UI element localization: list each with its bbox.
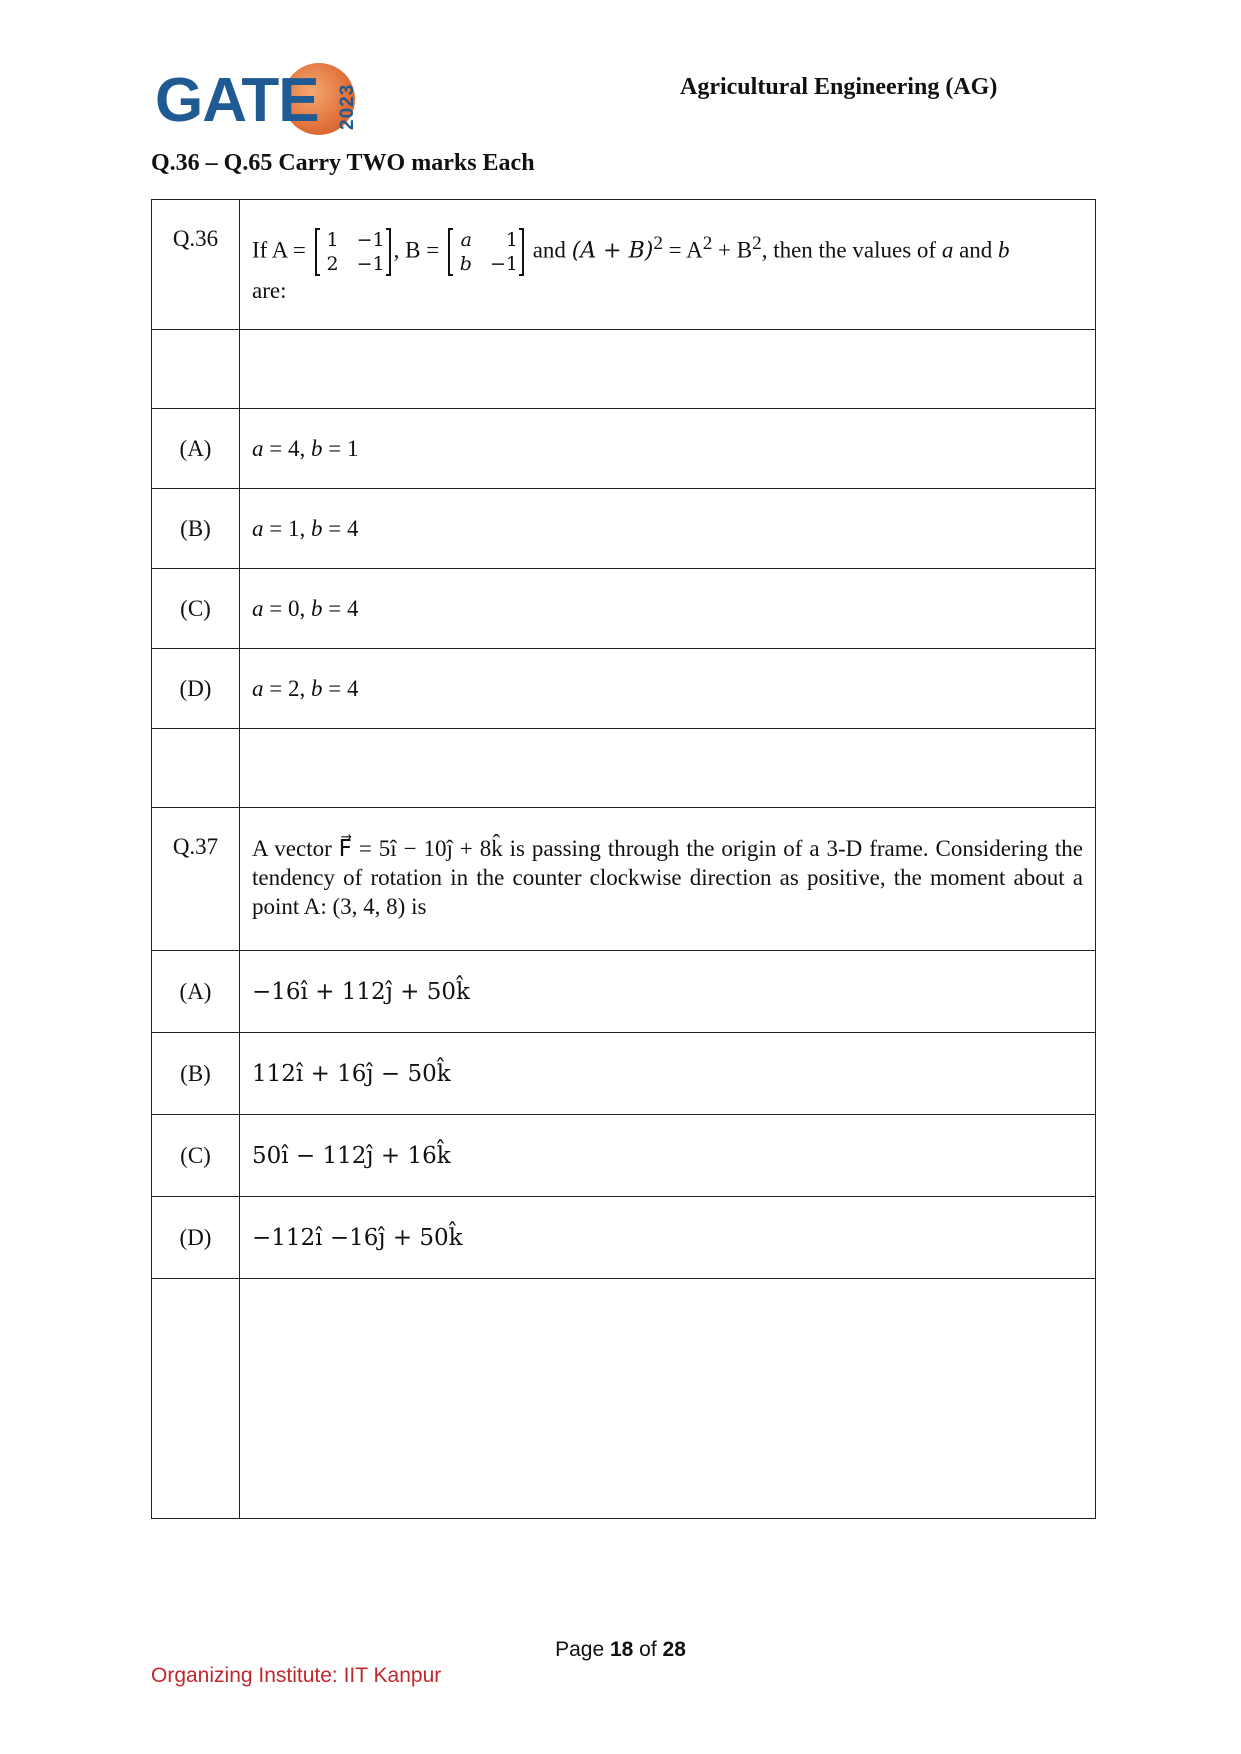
section-heading: Q.36 – Q.65 Carry TWO marks Each <box>151 150 535 176</box>
logo-year: 2023 <box>337 83 358 130</box>
q37-option-b[interactable]: (B) 112î + 16ĵ − 50k̂ <box>152 1033 1096 1115</box>
spacer-row <box>152 330 1096 409</box>
q37-option-a[interactable]: (A) −16î + 112ĵ + 50k̂ <box>152 951 1096 1033</box>
q37-text: A vector F⃗ = 5î − 10ĵ + 8k̂ is passing through the origin of a 3-D frame. Considering the tendency of rotation in the counter clockwise direction as positive, the moment about a point A: (3, 4, 8) is <box>240 808 1096 951</box>
q36-number: Q.36 <box>152 200 240 330</box>
q37-option-d[interactable]: (D) −112î −16ĵ + 50k̂ <box>152 1197 1096 1279</box>
question-table <box>151 199 1096 1519</box>
paper-subject: Agricultural Engineering (AG) <box>680 74 998 100</box>
q37-row <box>152 808 1096 951</box>
gate-logo <box>155 60 360 138</box>
spacer-row <box>152 1279 1096 1519</box>
organizing-institute: Organizing Institute: IIT Kanpur <box>151 1664 442 1687</box>
q36-row <box>152 200 1096 330</box>
q36-text: If A = 1 −1 2 −1 , B = a 1 b −1 and $(A + B)^2 = A^2 + B^2$, then the values of a and b are: <box>240 200 1096 330</box>
logo-text: GATE <box>155 66 319 135</box>
q36-option-d[interactable]: (D) a = 2, b = 4 <box>152 649 1096 729</box>
q37-number: Q.37 <box>152 808 240 951</box>
q36-option-c[interactable]: (C) a = 0, b = 4 <box>152 569 1096 649</box>
matrix-a: 1 −1 2 −1 <box>315 228 391 276</box>
q37-option-c[interactable]: (C) 50î − 112ĵ + 16k̂ <box>152 1115 1096 1197</box>
matrix-b: a 1 b −1 <box>448 228 524 276</box>
spacer-row <box>152 729 1096 808</box>
q36-option-a[interactable]: (A) a = 4, b = 1 <box>152 409 1096 489</box>
page-number: Page 18 of 28 <box>555 1638 686 1661</box>
q36-option-b[interactable]: (B) a = 1, b = 4 <box>152 489 1096 569</box>
